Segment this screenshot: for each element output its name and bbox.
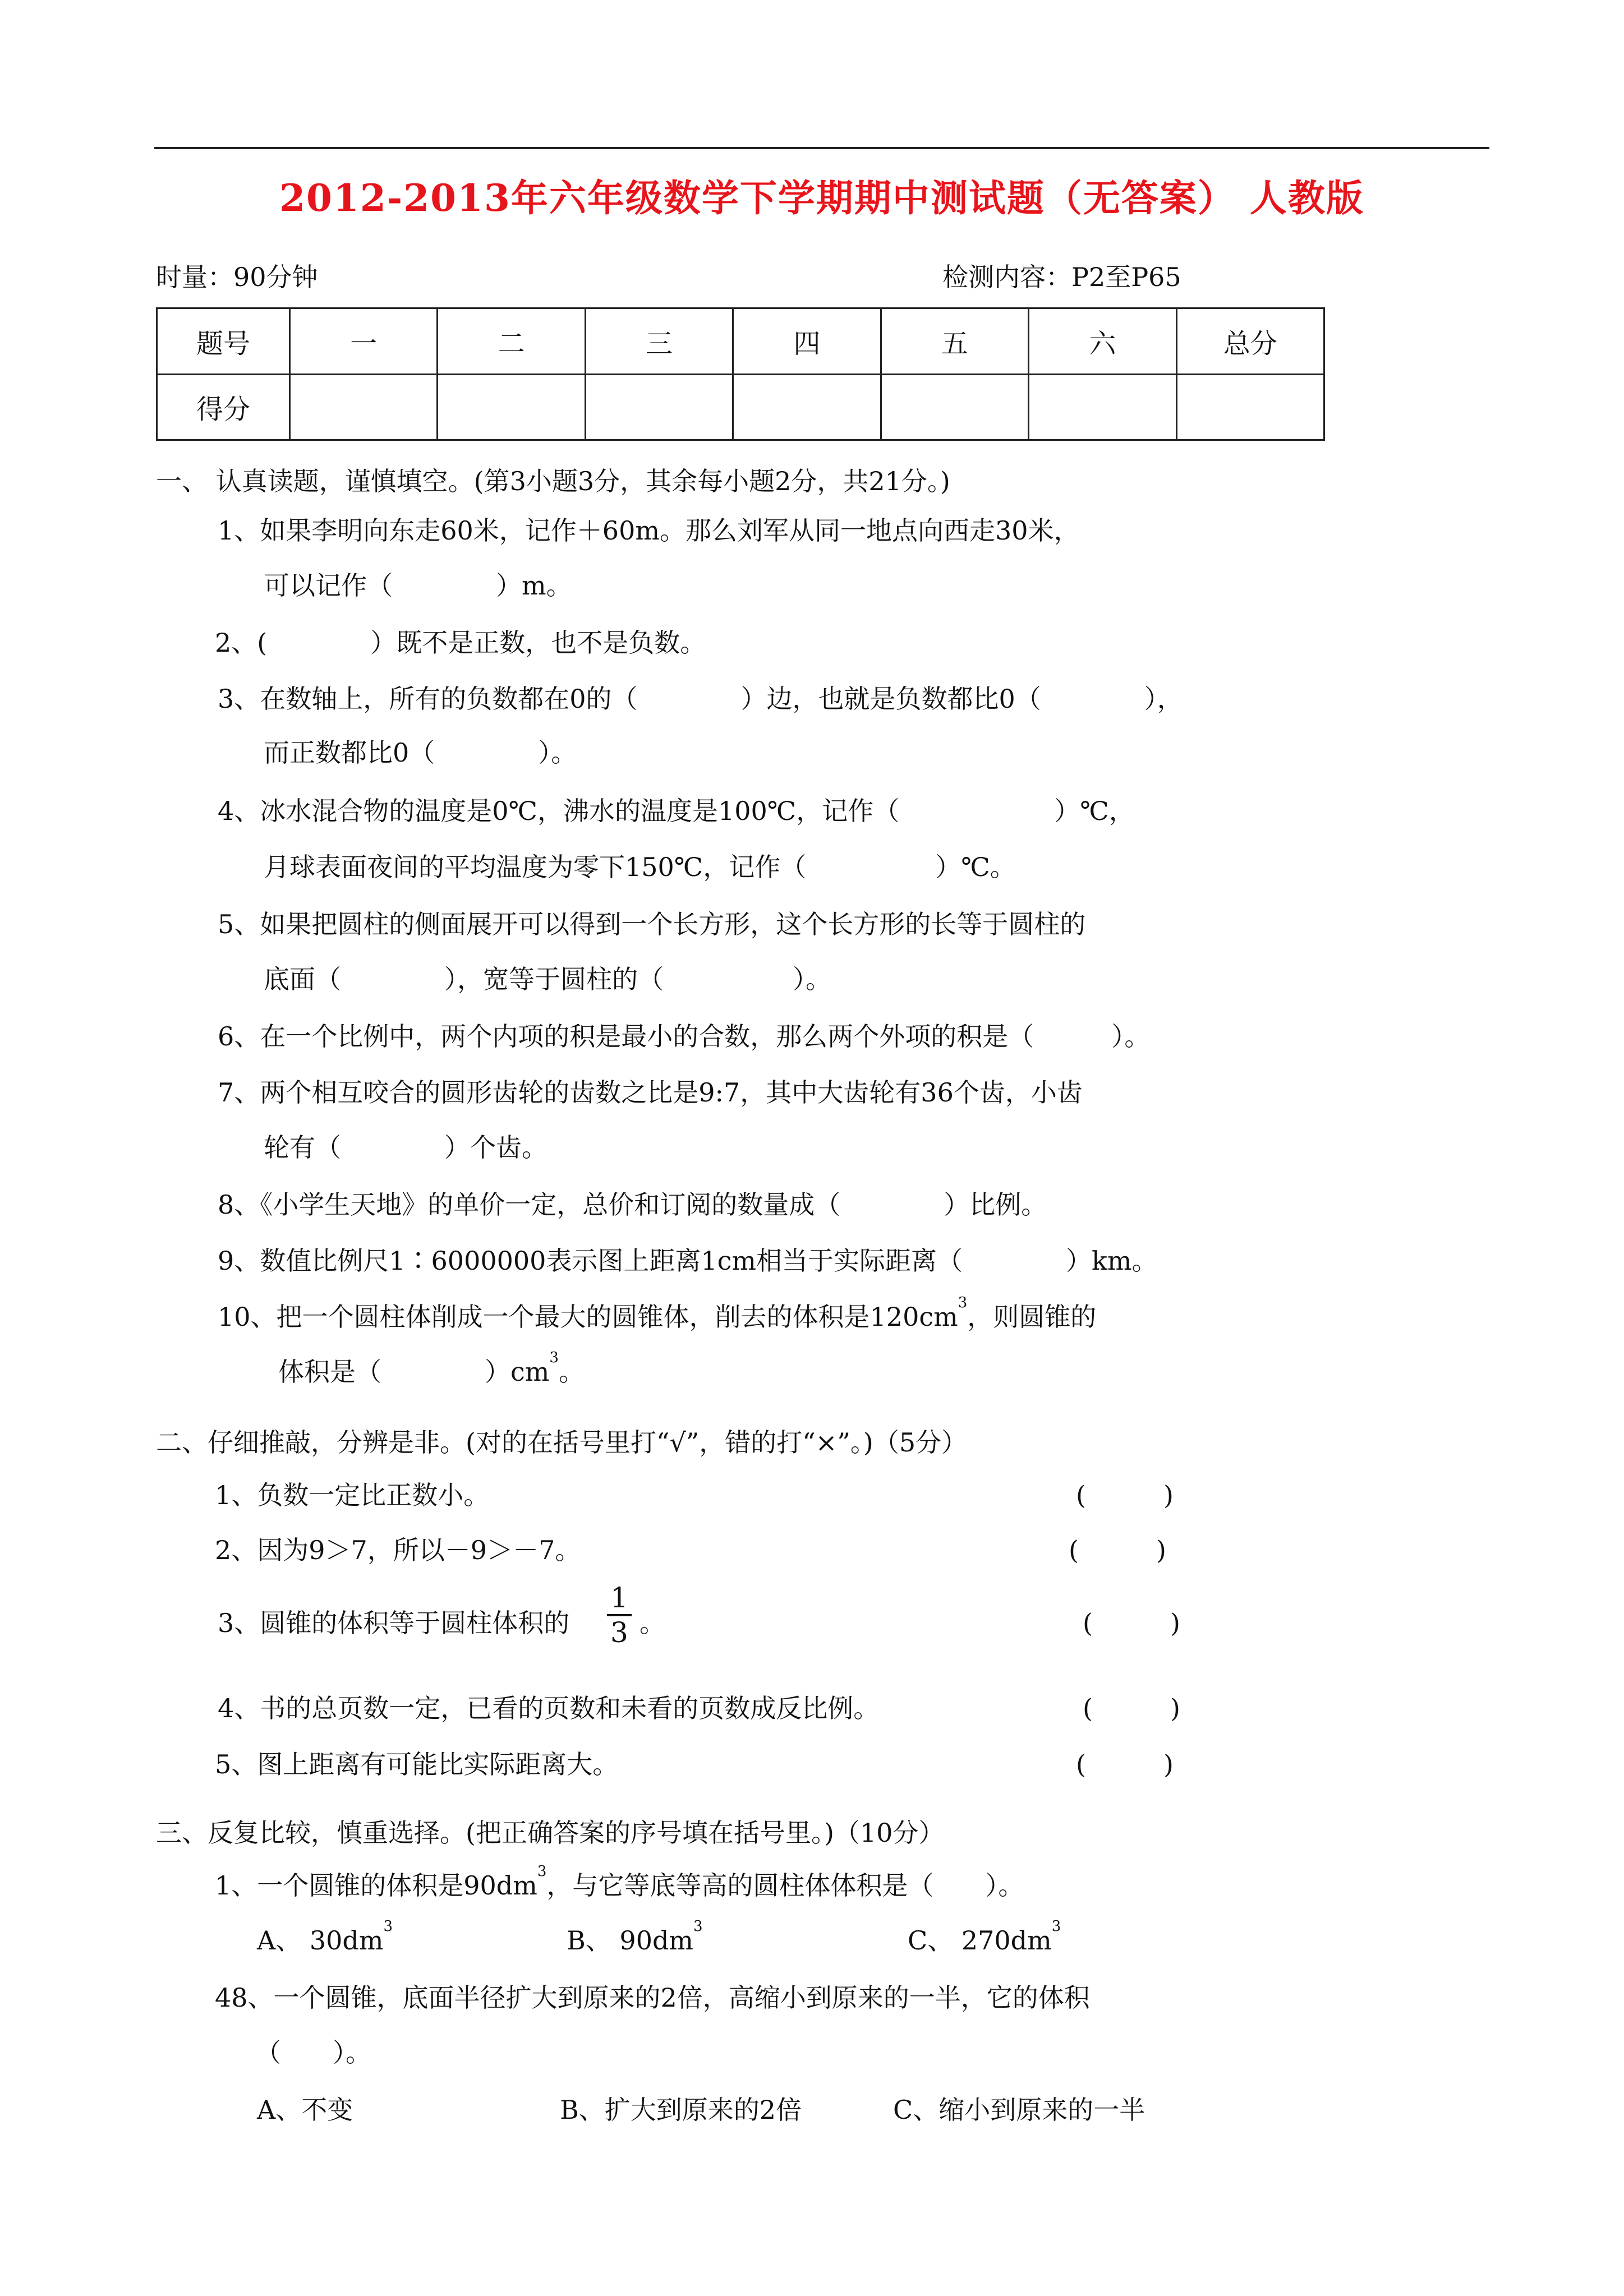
score-input[interactable] bbox=[1029, 374, 1176, 440]
choice-option-b[interactable]: B、扩大到原来的2倍 bbox=[560, 2095, 802, 2125]
line-text: 体积是（ ）cm bbox=[278, 1357, 550, 1387]
page-title: 2012-2013年六年级数学下学期期中测试题（无答案） 人教版 bbox=[279, 176, 1364, 220]
answer-blank[interactable]: ( ) bbox=[1076, 1749, 1174, 1779]
score-cell: 三 bbox=[585, 308, 733, 375]
question-line: 3、在数轴上，所有的负数都在0的（ ）边，也就是负数都比0（ ）， bbox=[218, 684, 1183, 714]
judge-item: 4、书的总页数一定，已看的页数和未看的页数成反比例。 bbox=[218, 1693, 880, 1723]
score-cell: 题号 bbox=[157, 308, 290, 375]
judge-item: 1、负数一定比正数小。 bbox=[215, 1480, 490, 1510]
question-line: 底面（ ），宽等于圆柱的（ ）。 bbox=[264, 964, 831, 994]
score-cell: 六 bbox=[1029, 308, 1176, 375]
question-line bbox=[278, 1349, 585, 1389]
score-input[interactable] bbox=[1176, 374, 1324, 440]
answer-blank[interactable]: ( ) bbox=[1083, 1693, 1180, 1723]
superscript: 3 bbox=[693, 1918, 703, 1935]
choice-option-c[interactable] bbox=[908, 1920, 1061, 1957]
question-line: 轮有（ ）个齿。 bbox=[264, 1132, 548, 1163]
question-line: 8、《小学生天地》的单价一定，总价和订阅的数量成（ ）比例。 bbox=[218, 1190, 1047, 1220]
answer-blank[interactable]: ( ) bbox=[1069, 1535, 1166, 1565]
superscript: 3 bbox=[383, 1918, 393, 1935]
section1-heading: 一、 认真读题，谨慎填空。(第3小题3分，其余每小题2分，共21分。) bbox=[156, 466, 950, 496]
score-input[interactable] bbox=[290, 374, 438, 440]
question-line: 1、如果李明向东走60米，记作＋60m。那么刘军从同一地点向西走30米， bbox=[218, 515, 1080, 546]
header-rule bbox=[154, 147, 1489, 149]
choice-option-a[interactable] bbox=[257, 1920, 393, 1957]
section3-heading: 三、反复比较，慎重选择。(把正确答案的序号填在括号里。)（10分） bbox=[156, 1818, 945, 1848]
score-cell: 总分 bbox=[1176, 308, 1324, 375]
score-input[interactable] bbox=[881, 374, 1028, 440]
choice-question: （ ）。 bbox=[255, 2037, 371, 2068]
answer-blank[interactable]: ( ) bbox=[1076, 1480, 1174, 1510]
question-line: 2、( ）既不是正数，也不是负数。 bbox=[215, 628, 706, 658]
line-text: 1、一个圆锥的体积是90dm bbox=[215, 1870, 537, 1901]
choice-question bbox=[215, 1865, 1024, 1902]
question-line: 而正数都比0（ ）。 bbox=[264, 737, 577, 768]
line-text: ，与它等底等高的圆柱体体积是（ ）。 bbox=[546, 1870, 1024, 1901]
score-input[interactable] bbox=[438, 374, 585, 440]
option-text: C、 270dm bbox=[908, 1925, 1052, 1956]
option-text: B、 90dm bbox=[567, 1925, 694, 1956]
line-text: 10、把一个圆柱体削成一个最大的圆锥体，削去的体积是120cm bbox=[218, 1302, 958, 1332]
question-line: 可以记作（ ）m。 bbox=[264, 570, 572, 601]
score-cell: 二 bbox=[438, 308, 585, 375]
score-label: 得分 bbox=[157, 374, 290, 440]
fraction-one-third bbox=[607, 1582, 632, 1649]
question-line: 9、数值比例尺1∶6000000表示图上距离1cm相当于实际距离（ ）km。 bbox=[218, 1246, 1158, 1276]
question-line: 月球表面夜间的平均温度为零下150℃，记作（ ）℃。 bbox=[264, 852, 1016, 882]
question-line: 5、如果把圆柱的侧面展开可以得到一个长方形，这个长方形的长等于圆柱的 bbox=[218, 909, 1086, 939]
superscript: 3 bbox=[549, 1349, 559, 1366]
line-text: ，则圆锥的 bbox=[967, 1302, 1097, 1332]
line-text: 。 bbox=[558, 1357, 585, 1387]
choice-option-c[interactable]: C、缩小到原来的一半 bbox=[893, 2095, 1145, 2125]
judge-item: 2、因为9＞7，所以－9＞－7。 bbox=[215, 1535, 581, 1565]
judge-item: 5、图上距离有可能比实际距离大。 bbox=[215, 1749, 619, 1779]
score-header-row bbox=[157, 308, 1324, 375]
fraction-numerator: 1 bbox=[607, 1582, 632, 1616]
option-text: A、 30dm bbox=[257, 1925, 384, 1956]
score-cell: 一 bbox=[290, 308, 438, 375]
score-cell: 四 bbox=[733, 308, 881, 375]
choice-option-b[interactable] bbox=[567, 1920, 703, 1957]
choice-question: 48、一个圆锥，底面半径扩大到原来的2倍，高缩小到原来的一半，它的体积 bbox=[215, 1983, 1090, 2013]
question-line: 7、两个相互咬合的圆形齿轮的齿数之比是9:7，其中大齿轮有36个齿，小齿 bbox=[218, 1077, 1083, 1108]
superscript: 3 bbox=[537, 1863, 547, 1880]
score-input[interactable] bbox=[733, 374, 881, 440]
judge-item: 3、圆锥的体积等于圆柱体积的 bbox=[218, 1608, 570, 1638]
superscript: 3 bbox=[958, 1294, 968, 1311]
question-line: 4、冰水混合物的温度是0℃，沸水的温度是100℃，记作（ ）℃， bbox=[218, 796, 1135, 826]
section2-heading: 二、仔细推敲，分辨是非。(对的在括号里打“√”，错的打“×”。)（5分） bbox=[156, 1427, 968, 1458]
score-table bbox=[156, 307, 1325, 441]
exam-scope: 检测内容：P2至P65 bbox=[942, 262, 1181, 292]
choice-option-a[interactable]: A、不变 bbox=[257, 2095, 353, 2125]
exam-time: 时量：90分钟 bbox=[156, 262, 318, 292]
score-input[interactable] bbox=[585, 374, 733, 440]
answer-blank[interactable]: ( ) bbox=[1083, 1608, 1180, 1638]
question-line: 6、在一个比例中，两个内项的积是最小的合数，那么两个外项的积是（ ）。 bbox=[218, 1021, 1151, 1052]
punctuation: 。 bbox=[640, 1608, 665, 1638]
superscript: 3 bbox=[1051, 1918, 1061, 1935]
score-value-row bbox=[157, 374, 1324, 440]
question-line bbox=[218, 1294, 1097, 1334]
score-cell: 五 bbox=[881, 308, 1028, 375]
fraction-denominator: 3 bbox=[610, 1616, 628, 1649]
